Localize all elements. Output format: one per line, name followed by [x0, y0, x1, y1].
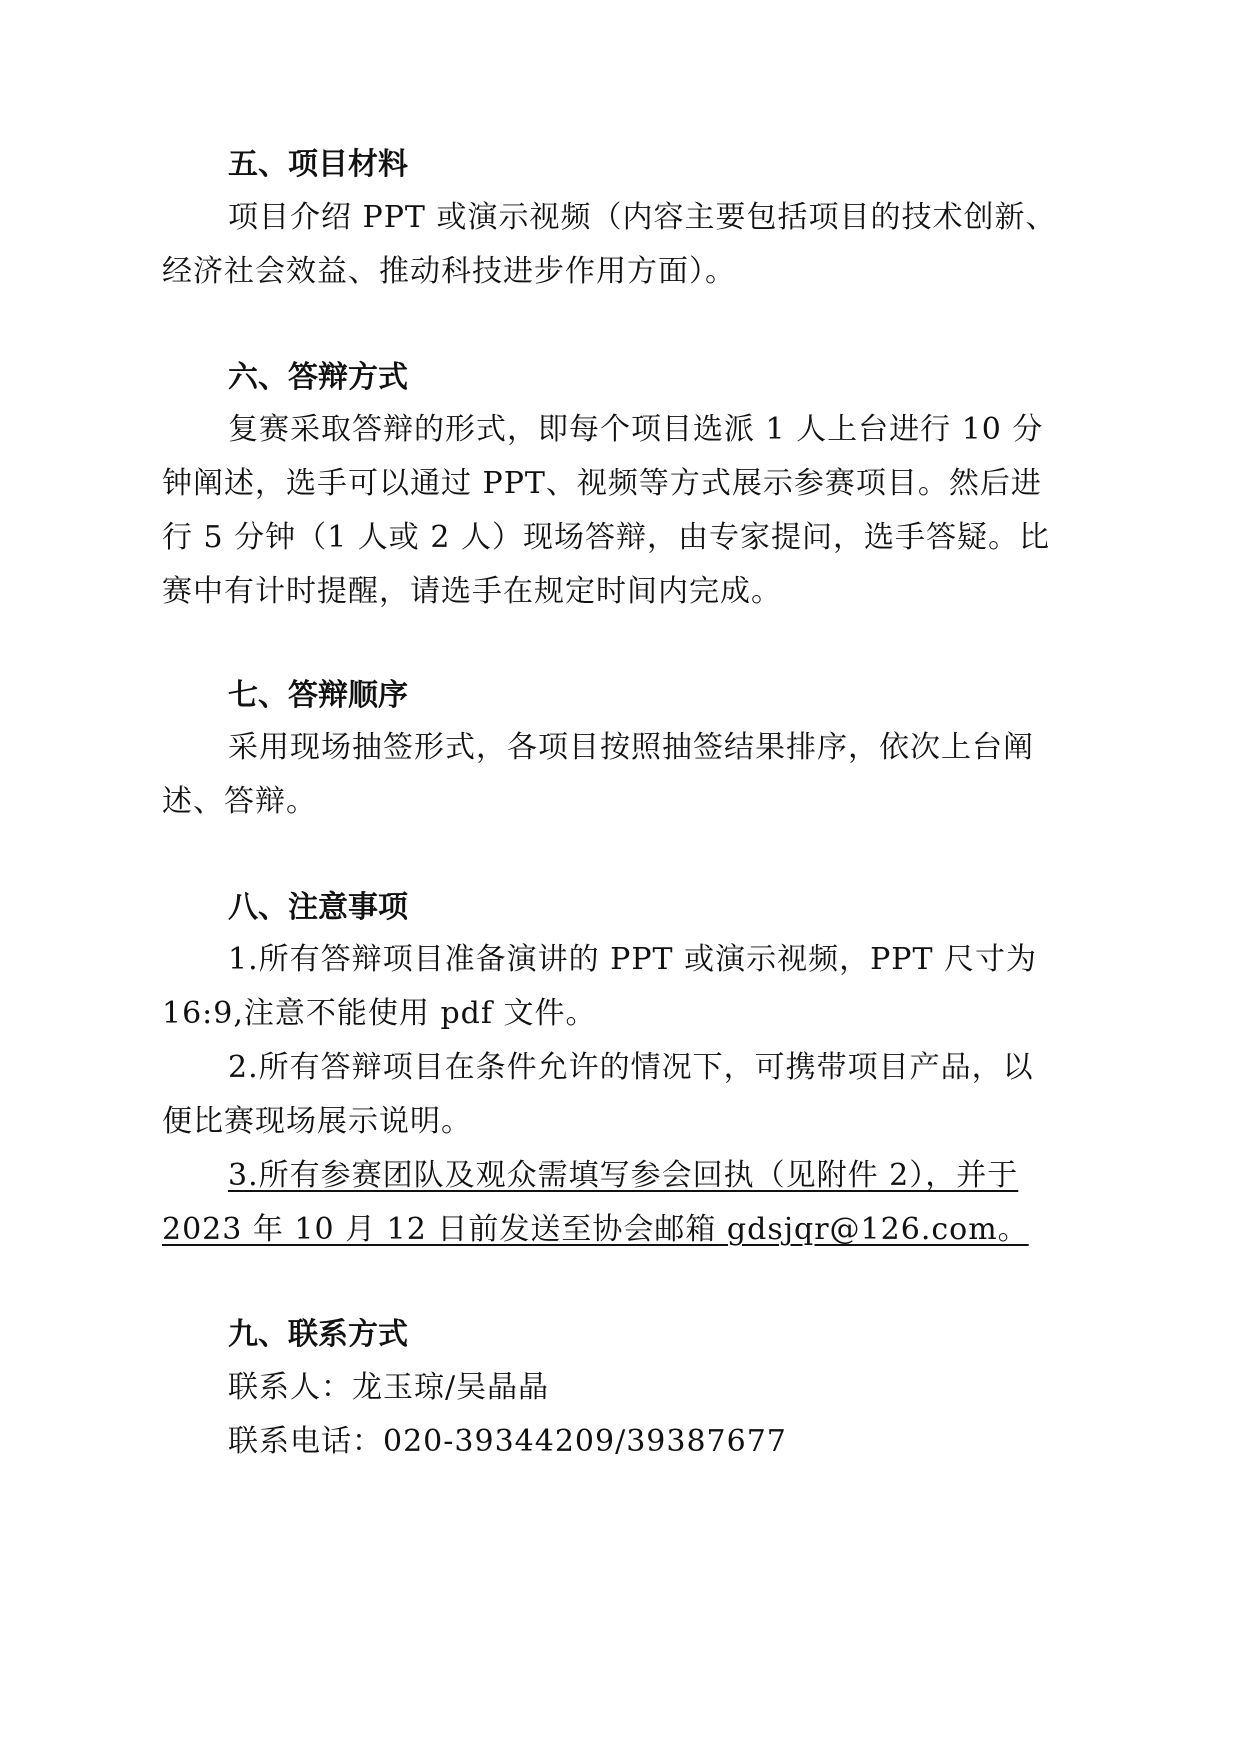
paragraph-line: 述、答辩。 — [162, 784, 317, 819]
paragraph-line: 1.所有答辩项目准备演讲的 PPT 或演示视频，PPT 尺寸为 — [228, 942, 1037, 977]
underlined-notice-line: 3.所有参赛团队及观众需填写参会回执（见附件 2），并于 — [228, 1158, 1019, 1193]
paragraph-line: 钟阐述，选手可以通过 PPT、视频等方式展示参赛项目。然后进 — [162, 466, 1042, 501]
section-heading-notes: 八、注意事项 — [228, 890, 408, 925]
paragraph-line: 复赛采取答辩的形式，即每个项目选派 1 人上台进行 10 分 — [228, 412, 1044, 447]
paragraph-line: 行 5 分钟（1 人或 2 人）现场答辩，由专家提问，选手答疑。比 — [162, 520, 1050, 555]
section-heading-defense-order: 七、答辩顺序 — [228, 678, 408, 713]
paragraph-line: 便比赛现场展示说明。 — [162, 1104, 472, 1139]
contact-phone: 联系电话：020-39344209/39387677 — [228, 1424, 787, 1459]
section-heading-contact: 九、联系方式 — [228, 1317, 408, 1352]
contact-person: 联系人：龙玉琼/吴晶晶 — [228, 1370, 550, 1405]
paragraph-line: 项目介绍 PPT 或演示视频（内容主要包括项目的技术创新、 — [228, 200, 1057, 235]
paragraph-line: 采用现场抽签形式，各项目按照抽签结果排序，依次上台阐 — [228, 730, 1034, 765]
underlined-notice-line: 2023 年 10 月 12 日前发送至协会邮箱 gdsjqr@126.com。 — [162, 1212, 1029, 1247]
paragraph-line: 2.所有答辩项目在条件允许的情况下，可携带项目产品，以 — [228, 1050, 1034, 1085]
section-heading-materials: 五、项目材料 — [228, 147, 408, 182]
paragraph-line: 经济社会效益、推动科技进步作用方面）。 — [162, 254, 736, 289]
paragraph-line: 赛中有计时提醒，请选手在规定时间内完成。 — [162, 574, 782, 609]
section-heading-defense-method: 六、答辩方式 — [228, 360, 408, 395]
paragraph-line: 16:9,注意不能使用 pdf 文件。 — [162, 996, 597, 1031]
